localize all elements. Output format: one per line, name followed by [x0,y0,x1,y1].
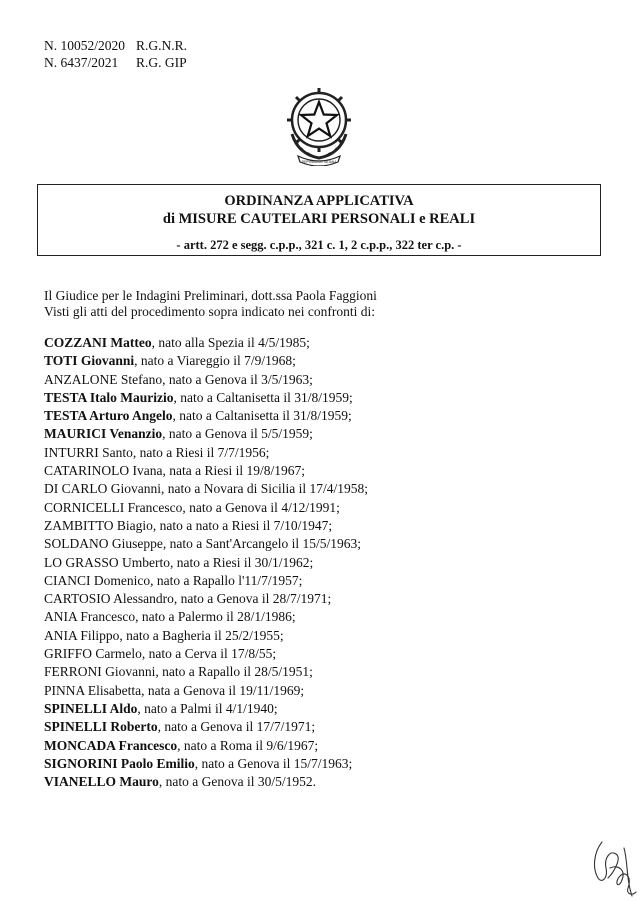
person-details: , nato a nato a Riesi il 7/10/1947; [152,517,333,533]
person-name: SPINELLI Aldo [44,700,138,716]
list-item [44,480,368,498]
list-item [44,425,368,443]
person-name: DI CARLO Giovanni [44,481,161,497]
signature-icon [588,838,640,900]
list-item [44,572,368,590]
person-details: , nato a Genova il 15/7/1963; [194,755,353,771]
person-name: VIANELLO Mauro [44,774,159,790]
case-references [44,37,187,71]
person-name: SIGNORINI Paolo Emilio [44,755,195,771]
person-details: , nato a Genova il 17/7/1971; [157,719,316,735]
list-item [44,462,368,480]
person-name: CATARINOLO Ivana [44,463,163,479]
person-name: ANIA Francesco [44,609,136,625]
person-details: , nato a Bagheria il 25/2/1955; [119,627,284,643]
list-item [44,700,368,718]
list-item [44,334,368,352]
person-details: , nato a Riesi il 30/1/1962; [170,554,314,570]
judge-line: Il Giudice per le Indagini Preliminari, dott.ssa Paola Faggioni [44,288,377,303]
list-item [44,517,368,535]
person-details: , nato a Riesi il 7/7/1956; [132,444,270,460]
person-details: , nato a Rapallo l'11/7/1957; [150,572,303,588]
case-registry: R.G.N.R. [136,38,188,53]
person-details: , nato a Caltanisetta il 31/8/1959; [173,389,353,405]
document-subtitle: di MISURE CAUTELARI PERSONALI e REALI [162,211,476,227]
emblem-ribbon-text: REPVBBLICA ITALIANA [301,160,337,164]
proceeding-line: Visti gli atti del procedimento sopra indicato nei confronti di: [44,304,375,319]
list-item [44,352,368,370]
person-details: , nata a Riesi il 19/8/1967; [162,463,306,479]
person-details: , nato a Genova il 30/5/1952. [158,774,316,790]
person-name: COZZANI Matteo [44,335,152,350]
person-name: ANZALONE Stefano [44,371,163,387]
list-item [44,718,368,736]
list-item [44,590,368,608]
person-name: CIANCI Domenico [44,572,151,588]
person-details: , nato alla Spezia il 4/5/1985; [151,335,310,350]
list-item [44,608,368,626]
person-name: SOLDANO Giuseppe [44,536,163,552]
person-name: PINNA Elisabetta [44,682,142,698]
person-name: TESTA Arturo Angelo [44,408,173,424]
defendant-list [44,334,368,791]
person-name: TESTA Italo Maurizio [44,389,174,405]
person-name: ZAMBITTO Biagio [44,517,153,533]
intro-paragraph [44,288,377,320]
document-title: ORDINANZA APPLICATIVA [224,193,414,209]
list-item [44,645,368,663]
list-item [44,682,368,700]
person-details: , nato a Caltanisetta il 31/8/1959; [172,408,352,424]
italian-republic-emblem-icon [284,84,354,166]
person-details: , nato a Roma il 9/6/1967; [177,737,319,753]
list-item [44,389,368,407]
person-details: , nato a Palermo il 28/1/1986; [135,609,296,625]
list-item [44,737,368,755]
case-number: N. 10052/2020 [44,38,125,53]
person-details: , nato a Genova il 5/5/1959; [162,426,313,442]
list-item [44,535,368,553]
list-item [44,627,368,645]
person-name: FERRONI Giovanni [44,664,156,680]
person-details: , nato a Genova il 3/5/1963; [162,371,313,387]
person-details: , nato a Rapallo il 28/5/1951; [155,664,313,680]
person-name: TOTI Giovanni [44,353,135,369]
person-name: ANIA Filippo [44,627,120,643]
person-name: CARTOSIO Alessandro [44,591,174,607]
list-item [44,663,368,681]
person-details: , nato a Novara di Sicilia il 17/4/1958; [161,481,368,497]
case-number: N. 6437/2021 [44,55,119,70]
person-name: MONCADA Francesco [44,737,178,753]
person-name: GRIFFO Carmelo [44,646,142,662]
list-item [44,499,368,517]
legal-articles: - artt. 272 e segg. c.p.p., 321 c. 1, 2 c.p.p., 322 ter c.p. - [176,238,462,252]
person-name: CORNICELLI Francesco [44,499,183,515]
person-details: , nato a Genova il 28/7/1971; [173,591,332,607]
person-name: MAURICI Venanzio [44,426,163,442]
person-name: INTURRI Santo [44,444,133,460]
person-details: , nato a Viareggio il 7/9/1968; [134,353,296,369]
person-details: , nato a Palmi il 4/1/1940; [137,700,278,716]
case-reference-row [44,37,187,54]
title-box [37,184,601,256]
person-details: , nata a Genova il 19/11/1969; [141,682,305,698]
case-registry: R.G. GIP [136,55,187,70]
list-item [44,444,368,462]
list-item [44,755,368,773]
case-reference-row [44,54,187,71]
list-item [44,773,368,791]
person-name: LO GRASSO Umberto [44,554,171,570]
list-item [44,371,368,389]
person-details: , nato a Cerva il 17/8/55; [141,646,277,662]
list-item [44,554,368,572]
person-name: SPINELLI Roberto [44,719,158,735]
person-details: , nato a Sant'Arcangelo il 15/5/1963; [162,536,362,552]
person-details: , nato a Genova il 4/12/1991; [182,499,340,515]
list-item [44,407,368,425]
